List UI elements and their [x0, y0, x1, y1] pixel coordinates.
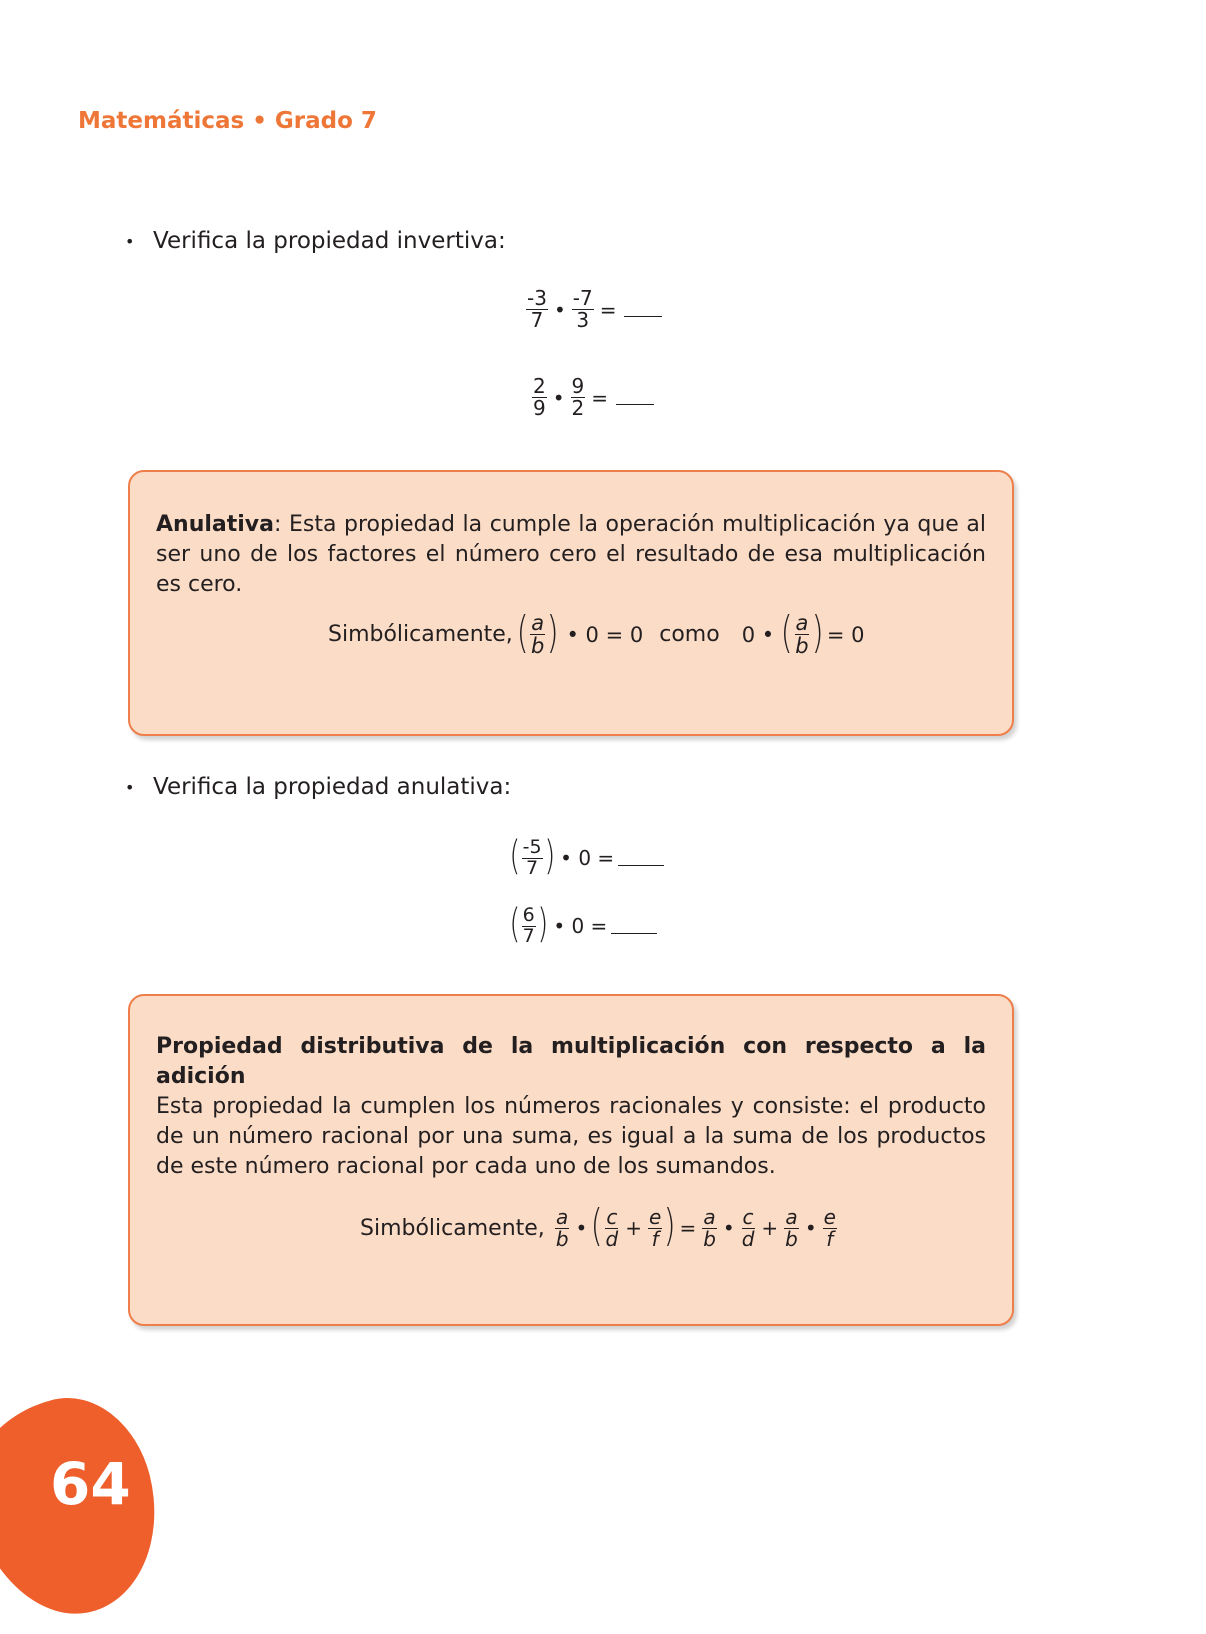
annulative-definition [156, 510, 986, 600]
fraction [522, 906, 536, 947]
denominator: b [703, 1226, 716, 1251]
distributive-title: Propiedad distributiva de la multiplicación con respecto a la adición [156, 1034, 986, 1089]
numerator: a [795, 611, 809, 635]
multiply-dot: • [552, 385, 565, 410]
annulative-property-box [128, 470, 1014, 736]
right-paren: ) [811, 606, 824, 658]
left-paren: ( [516, 606, 529, 658]
numerator: a [703, 1204, 716, 1229]
fraction [823, 1204, 837, 1251]
left-paren: ( [509, 833, 521, 880]
instruction-annulative [125, 774, 511, 800]
right-paren: ) [537, 901, 548, 948]
fraction [530, 612, 545, 657]
left-paren: ( [509, 901, 521, 948]
denominator: b [795, 634, 809, 659]
denominator: f [651, 1226, 659, 1251]
fraction [532, 376, 547, 419]
numerator: a [531, 611, 545, 635]
numerator: e [823, 1204, 836, 1229]
fraction [526, 288, 548, 331]
plus-sign: + [625, 1216, 642, 1240]
equals-sign: = [679, 1216, 697, 1240]
denominator: 3 [576, 308, 590, 332]
denominator: d [741, 1226, 755, 1251]
fraction [572, 288, 594, 331]
fraction [571, 376, 586, 419]
answer-blank[interactable] [611, 919, 657, 934]
fraction [555, 1204, 570, 1251]
denominator: b [785, 1226, 798, 1251]
numerator: -5 [522, 836, 542, 858]
fraction [784, 1204, 799, 1251]
multiply-dot: • [804, 1216, 817, 1240]
right-paren: ) [546, 606, 559, 658]
running-header [78, 108, 377, 134]
numerator: 6 [522, 904, 535, 926]
numerator: a [785, 1204, 798, 1229]
annulative-exercise-2 [509, 901, 657, 948]
fraction [702, 1204, 717, 1251]
numerator: -7 [572, 286, 593, 310]
answer-blank[interactable] [616, 390, 654, 405]
denominator: 7 [522, 924, 535, 947]
exercise-tail: • 0 = [553, 914, 608, 939]
equals-sign: = [591, 385, 609, 410]
fraction [604, 1204, 619, 1251]
right-head: 0 • [741, 622, 775, 647]
annulative-symbolic [328, 606, 865, 659]
symbolic-label: Simbólicamente, [328, 622, 513, 648]
connector-word: como [659, 622, 720, 648]
denominator: d [605, 1226, 619, 1251]
numerator: c [742, 1204, 754, 1229]
symbolic-label: Simbólicamente, [360, 1215, 545, 1241]
denominator: 7 [530, 308, 544, 332]
denominator: 9 [533, 396, 546, 420]
invertive-exercise-2 [530, 376, 654, 419]
distributive-symbolic [360, 1200, 839, 1251]
fraction [794, 612, 809, 657]
numerator: -3 [527, 286, 547, 310]
instruction-invertive [125, 228, 506, 254]
numerator: 9 [571, 374, 585, 398]
header-subject: Matemáticas [78, 108, 245, 134]
denominator: 7 [526, 856, 539, 879]
annulative-body: : Esta propiedad la cumple la operación multiplicación ya que al ser uno de los factores el número cero el resultado de esa multiplicación es cero. [156, 512, 986, 597]
multiply-dot: • [575, 1216, 588, 1240]
numerator: 2 [533, 374, 546, 398]
answer-blank[interactable] [618, 851, 664, 866]
annulative-title: Anulativa [156, 512, 274, 537]
distributive-body: Esta propiedad la cumplen los números racionales y consiste: el producto de un número racional por una suma, es igual a la suma de los productos de este número racional por cada uno de los sumandos. [156, 1094, 986, 1179]
header-separator: • [252, 108, 267, 134]
instruction-text: Verifica la propiedad invertiva: [153, 228, 506, 254]
page-number: 64 [50, 1450, 131, 1518]
answer-blank[interactable] [624, 302, 662, 317]
annulative-exercise-1 [509, 833, 664, 880]
left-paren: ( [780, 606, 793, 658]
fraction [522, 838, 543, 879]
right-result: = 0 [826, 622, 865, 647]
denominator: f [826, 1226, 834, 1251]
equals-sign: = [599, 297, 617, 322]
denominator: b [555, 1226, 569, 1251]
right-paren: ) [543, 833, 555, 880]
bullet-marker: • [125, 232, 135, 251]
fraction [648, 1204, 662, 1251]
numerator: c [606, 1204, 618, 1229]
distributive-property-box [128, 994, 1014, 1326]
distributive-definition [156, 1032, 986, 1182]
multiply-dot: • [722, 1216, 735, 1240]
numerator: a [556, 1204, 569, 1229]
plus-sign: + [761, 1216, 779, 1240]
left-result: • 0 = 0 [566, 622, 644, 647]
right-paren: ) [663, 1200, 676, 1251]
multiply-dot: • [553, 297, 566, 322]
header-grade: Grado 7 [274, 108, 377, 134]
denominator: b [530, 634, 545, 659]
invertive-exercise-1 [524, 288, 662, 331]
left-paren: ( [590, 1200, 603, 1251]
numerator: e [648, 1204, 662, 1229]
fraction [741, 1204, 756, 1251]
bullet-marker: • [125, 778, 135, 797]
denominator: 2 [571, 396, 585, 420]
exercise-tail: • 0 = [560, 846, 615, 871]
instruction-text: Verifica la propiedad anulativa: [153, 774, 512, 800]
